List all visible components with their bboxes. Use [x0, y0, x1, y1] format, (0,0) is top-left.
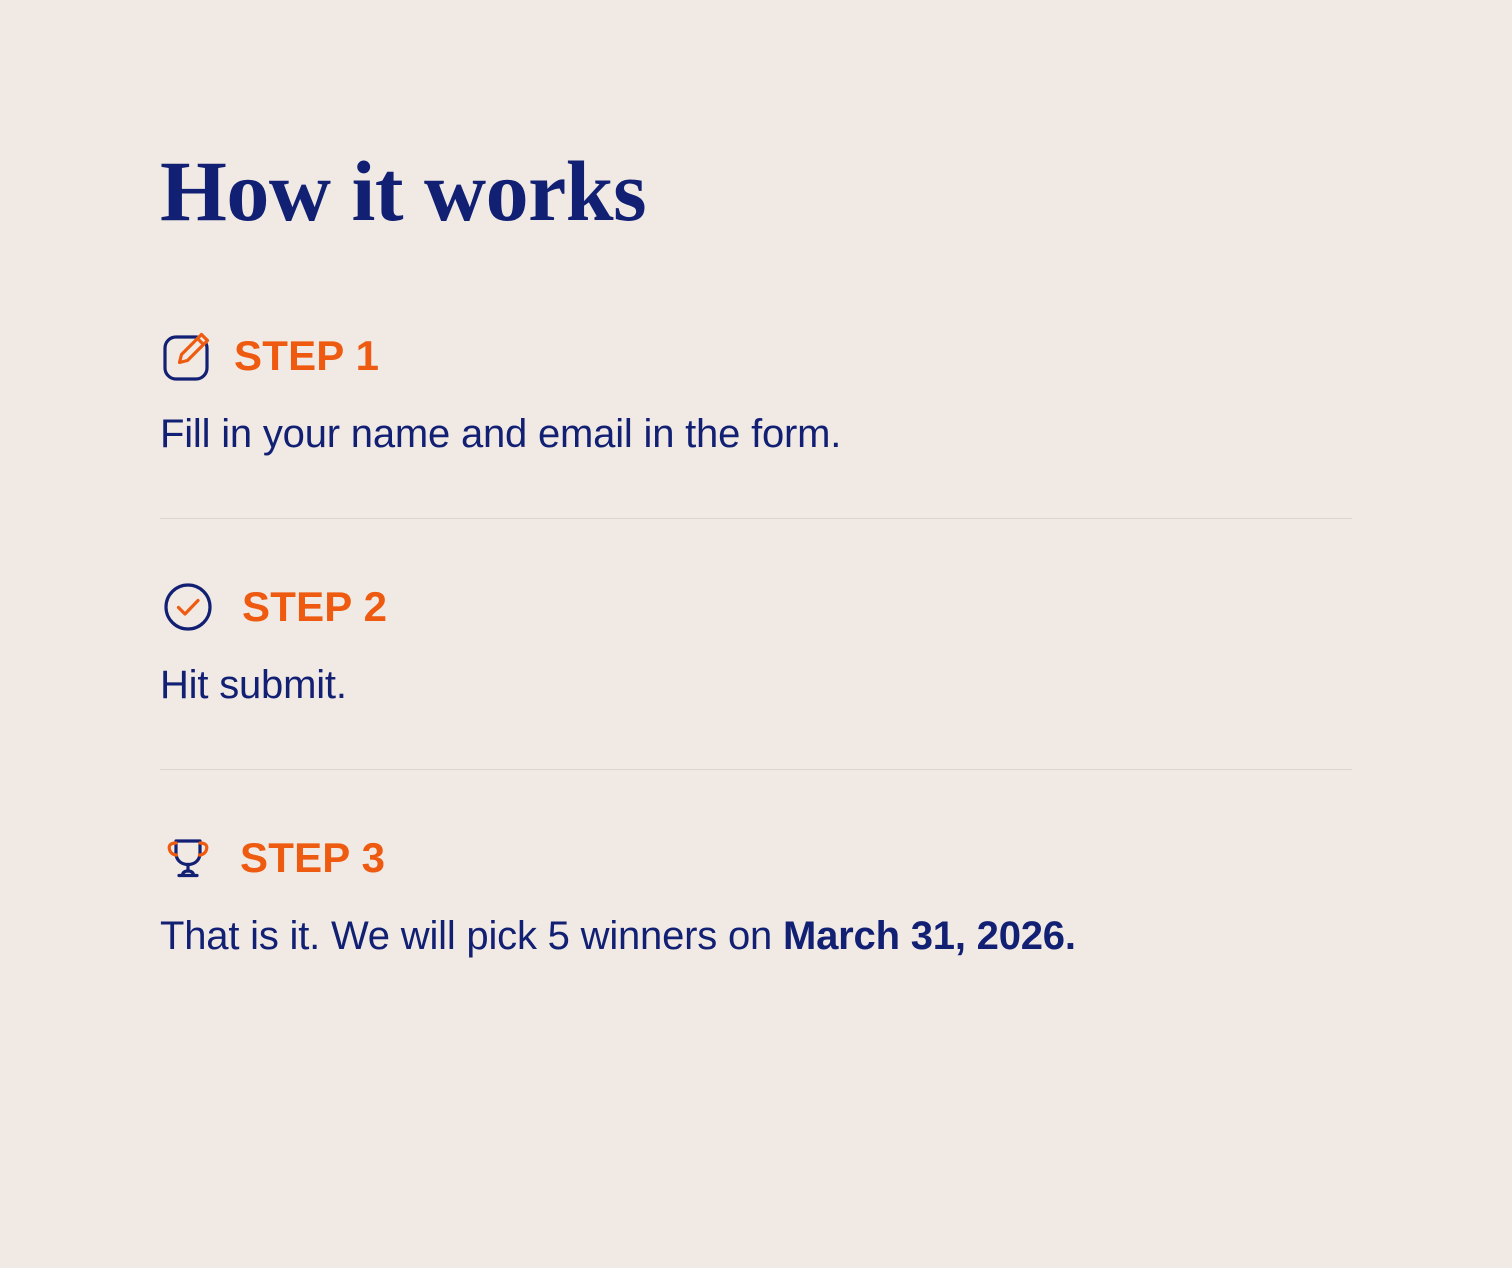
check-circle-icon — [160, 579, 216, 635]
step-header — [160, 328, 1352, 384]
step-description-date: March 31, 2026. — [783, 914, 1076, 958]
page-title: How it works — [160, 143, 647, 239]
step-label: STEP 3 — [240, 834, 386, 881]
step-description-prefix: That is it. We will pick 5 winners on — [160, 914, 783, 958]
divider — [160, 518, 1352, 519]
list-item — [160, 328, 1352, 458]
step-label: STEP 2 — [242, 583, 388, 630]
step-description: Hit submit. — [160, 663, 347, 707]
divider — [160, 769, 1352, 770]
trophy-icon — [160, 830, 216, 886]
step-header — [160, 830, 1352, 886]
step-label: STEP 1 — [234, 332, 380, 379]
list-item — [160, 830, 1352, 960]
list-item — [160, 579, 1352, 709]
step-header — [160, 579, 1352, 635]
step-description: Fill in your name and email in the form. — [160, 412, 842, 456]
pencil-square-icon — [160, 328, 216, 384]
step-description — [160, 912, 1352, 960]
steps-list — [160, 328, 1352, 960]
